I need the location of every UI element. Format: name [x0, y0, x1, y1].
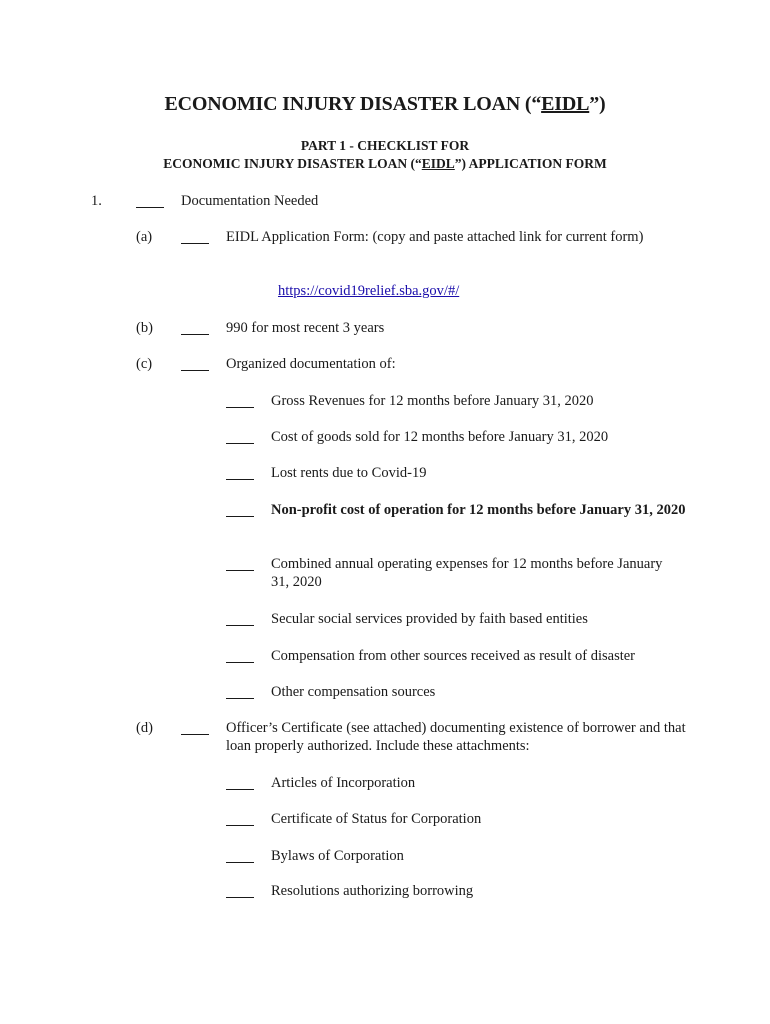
checkbox-blank[interactable] [181, 734, 209, 735]
checkbox-blank[interactable] [181, 243, 209, 244]
list-item: Certificate of Status for Corporation [271, 811, 482, 827]
subtitle-acronym: EIDL [421, 156, 455, 171]
subtitle-line-2: ECONOMIC INJURY DISASTER LOAN (“EIDL”) APPLICATION FORM [163, 156, 607, 171]
list-item: Articles of Incorporation [271, 775, 416, 791]
document-title: ECONOMIC INJURY DISASTER LOAN (“EIDL”) [164, 93, 606, 115]
checkbox-blank[interactable] [226, 662, 254, 663]
checkbox-blank[interactable] [226, 479, 254, 480]
title-acronym: EIDL [541, 93, 590, 115]
checkbox-blank[interactable] [226, 407, 254, 408]
checkbox-blank[interactable] [226, 789, 254, 790]
checkbox-blank[interactable] [181, 334, 209, 335]
list-item: Gross Revenues for 12 months before January 31, 2020 [271, 393, 594, 409]
list-item: Resolutions authorizing borrowing [271, 883, 474, 899]
list-item: Other compensation sources [271, 684, 436, 700]
item-marker-b: (b) [136, 320, 153, 336]
list-item: Secular social services provided by faith based entities [271, 611, 588, 627]
item-marker-a: (a) [136, 229, 153, 245]
list-item: Cost of goods sold for 12 months before January 31, 2020 [271, 429, 609, 445]
eidl-link[interactable]: https://covid19relief.sba.gov/#/ [278, 283, 460, 299]
checkbox-blank[interactable] [226, 825, 254, 826]
list-item: Compensation from other sources received as result of disaster [271, 648, 636, 664]
checkbox-blank[interactable] [226, 862, 254, 863]
list-item: Combined annual operating expenses for 12 months before January 31, 2020 [271, 556, 663, 590]
checkbox-blank[interactable] [181, 370, 209, 371]
checkbox-blank[interactable] [226, 570, 254, 571]
item-text-a: EIDL Application Form: (copy and paste attached link for current form) [226, 229, 644, 245]
checkbox-blank[interactable] [226, 897, 254, 898]
subtitle-line-1: PART 1 - CHECKLIST FOR [300, 138, 470, 153]
list-item: Non-profit cost of operation for 12 months before January 31, 2020 [271, 502, 686, 518]
item-text-b: 990 for most recent 3 years [226, 320, 385, 336]
checkbox-blank[interactable] [226, 516, 254, 517]
list-item: Lost rents due to Covid-19 [271, 465, 427, 481]
item-marker-c: (c) [136, 356, 153, 372]
section-label: Documentation Needed [181, 193, 319, 209]
list-item: Bylaws of Corporation [271, 848, 404, 864]
section-number: 1. [91, 193, 102, 209]
item-text-d: Officer’s Certificate (see attached) documenting existence of borrower and that loan properly authorized. Include these attachments: [226, 720, 686, 754]
checkbox-blank[interactable] [226, 698, 254, 699]
item-text-c: Organized documentation of: [226, 356, 396, 372]
checkbox-blank[interactable] [226, 625, 254, 626]
item-marker-d: (d) [136, 720, 153, 736]
checkbox-blank[interactable] [226, 443, 254, 444]
checkbox-blank[interactable] [136, 207, 164, 208]
